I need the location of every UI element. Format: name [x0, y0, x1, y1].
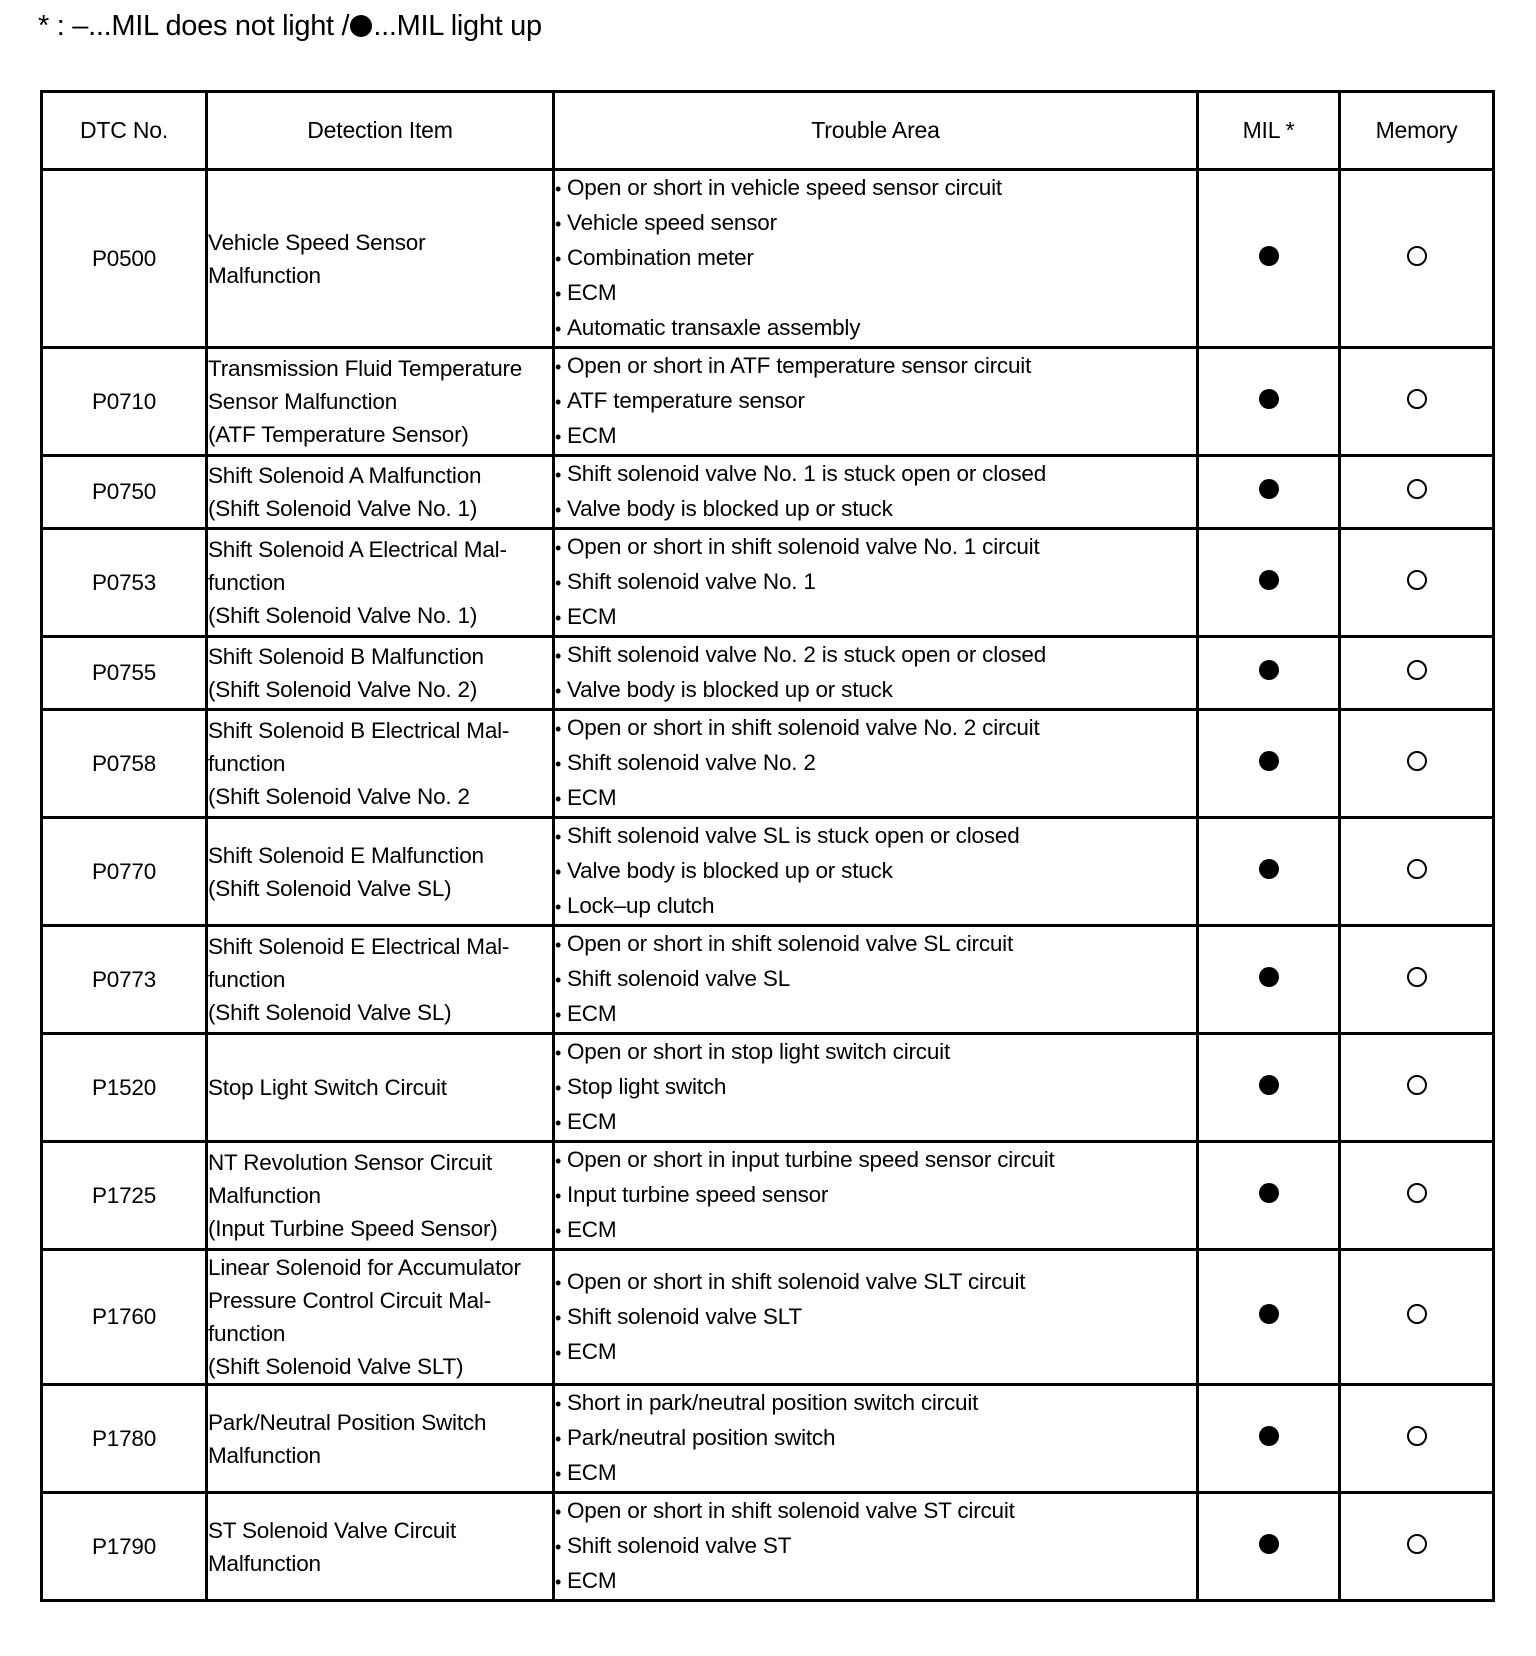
filled-circle-icon [1259, 859, 1279, 879]
detection-item-line: Shift Solenoid A Malfunction [208, 463, 482, 488]
filled-circle-icon [1259, 1304, 1279, 1324]
mil-cell [1198, 1250, 1340, 1385]
detection-item [207, 529, 554, 637]
detection-item [207, 1385, 554, 1493]
detection-item-line: Vehicle Speed Sensor [208, 229, 426, 255]
mil-cell [1198, 1493, 1340, 1601]
detection-item-line: Shift Solenoid E Electrical Mal- [208, 934, 510, 959]
table-row [42, 348, 1494, 456]
trouble-area-item [555, 311, 1196, 346]
open-circle-icon [1407, 570, 1427, 590]
trouble-area-text: Shift solenoid valve ST [567, 1533, 792, 1558]
open-circle-icon [1407, 1075, 1427, 1095]
trouble-area-item [555, 565, 1196, 600]
trouble-area-text: Vehicle speed sensor [567, 210, 777, 235]
memory-cell [1340, 170, 1494, 348]
trouble-area-text: Automatic transaxle assembly [567, 315, 861, 340]
trouble-area-item [555, 927, 1196, 962]
filled-circle-icon [1259, 751, 1279, 771]
trouble-area-text: Shift solenoid valve SLT [567, 1303, 802, 1329]
open-circle-icon [1407, 1426, 1427, 1446]
memory-cell [1340, 456, 1494, 529]
trouble-area [554, 456, 1198, 529]
trouble-area-text: Shift solenoid valve No. 2 is stuck open or closed [567, 642, 1047, 667]
table-row [42, 1034, 1494, 1142]
detection-item-line: Sensor Malfunction [208, 389, 398, 414]
trouble-area-text: Valve body is blocked up or stuck [567, 858, 893, 883]
legend-prefix: * : –...MIL does not light / [38, 10, 350, 42]
detection-item-line: function [208, 751, 286, 776]
detection-item-line: Malfunction [208, 262, 321, 288]
table-row [42, 1142, 1494, 1250]
memory-cell [1340, 1250, 1494, 1385]
trouble-area [554, 529, 1198, 637]
trouble-area-item [555, 1213, 1196, 1248]
table-row [42, 529, 1494, 637]
trouble-area-text: Shift solenoid valve No. 1 is stuck open or closed [567, 461, 1047, 486]
mil-cell [1198, 529, 1340, 637]
detection-item-line: Stop Light Switch Circuit [208, 1075, 447, 1100]
trouble-area-item [555, 1070, 1196, 1105]
dtc-code: P0755 [42, 637, 207, 710]
trouble-area-item [555, 1335, 1196, 1370]
detection-item [207, 170, 554, 348]
trouble-area-item [555, 457, 1196, 492]
dtc-code: P1790 [42, 1493, 207, 1601]
header-trouble-area: Trouble Area [554, 92, 1198, 170]
filled-circle-icon [1259, 967, 1279, 987]
table-row [42, 926, 1494, 1034]
memory-cell [1340, 710, 1494, 818]
trouble-area-text: Input turbine speed sensor [567, 1182, 829, 1207]
detection-item [207, 1142, 554, 1250]
trouble-area [554, 710, 1198, 818]
memory-cell [1340, 1142, 1494, 1250]
trouble-area-item [555, 746, 1196, 781]
trouble-area-item [555, 492, 1196, 527]
detection-item-line: (Shift Solenoid Valve SLT) [208, 1354, 464, 1379]
table-row [42, 818, 1494, 926]
trouble-area-item [555, 276, 1196, 311]
open-circle-icon [1407, 1534, 1427, 1554]
open-circle-icon [1407, 859, 1427, 879]
detection-item-line: Pressure Control Circuit Mal- [208, 1288, 492, 1313]
trouble-area-item [555, 711, 1196, 746]
trouble-area [554, 818, 1198, 926]
detection-item-line: (Shift Solenoid Valve No. 1) [208, 496, 478, 521]
open-circle-icon [1407, 389, 1427, 409]
mil-cell [1198, 818, 1340, 926]
detection-item [207, 1034, 554, 1142]
table-row [42, 456, 1494, 529]
trouble-area-text: Open or short in vehicle speed sensor circuit [567, 175, 1002, 200]
trouble-area-item [555, 241, 1196, 276]
filled-circle-icon [1259, 246, 1279, 266]
trouble-area-text: ECM [567, 1109, 617, 1134]
trouble-area [554, 1250, 1198, 1385]
trouble-area-text: ECM [567, 604, 617, 629]
mil-cell [1198, 1385, 1340, 1493]
trouble-area-item [555, 889, 1196, 924]
dtc-code: P0750 [42, 456, 207, 529]
trouble-area-item [555, 1386, 1196, 1421]
trouble-area-item [555, 171, 1196, 206]
detection-item-line: (Shift Solenoid Valve No. 2) [208, 677, 478, 702]
open-circle-icon [1407, 751, 1427, 771]
trouble-area-text: Park/neutral position switch [567, 1425, 836, 1450]
filled-circle-icon [1259, 1183, 1279, 1203]
dtc-code: P1780 [42, 1385, 207, 1493]
trouble-area-text: ATF temperature sensor [567, 388, 805, 413]
table-row [42, 710, 1494, 818]
detection-item [207, 637, 554, 710]
detection-item-line: Shift Solenoid E Malfunction [208, 842, 484, 868]
detection-item-line: (ATF Temperature Sensor) [208, 422, 469, 447]
trouble-area-item [555, 1456, 1196, 1491]
trouble-area-item [555, 673, 1196, 708]
detection-item-line: (Input Turbine Speed Sensor) [208, 1216, 498, 1241]
trouble-area [554, 1493, 1198, 1601]
dtc-table [40, 90, 1495, 1602]
trouble-area-item [555, 962, 1196, 997]
header-dtc-no: DTC No. [42, 92, 207, 170]
detection-item-line: Linear Solenoid for Accumulator [208, 1255, 521, 1280]
filled-circle-icon [1259, 1426, 1279, 1446]
detection-item-line: Shift Solenoid A Electrical Mal- [208, 537, 507, 562]
trouble-area-text: Open or short in input turbine speed sensor circuit [567, 1147, 1055, 1172]
trouble-area-text: Open or short in ATF temperature sensor circuit [567, 353, 1032, 378]
trouble-area [554, 170, 1198, 348]
trouble-area-item [555, 819, 1196, 854]
detection-item [207, 818, 554, 926]
detection-item [207, 1250, 554, 1385]
memory-cell [1340, 1493, 1494, 1601]
dtc-code: P0773 [42, 926, 207, 1034]
trouble-area-text: Open or short in shift solenoid valve No. 2 circuit [567, 715, 1040, 740]
trouble-area-text: Open or short in shift solenoid valve SL circuit [567, 931, 1014, 956]
trouble-area-text: Valve body is blocked up or stuck [567, 496, 893, 521]
trouble-area-item [555, 1494, 1196, 1529]
detection-item-line: Transmission Fluid Temperature [208, 356, 523, 381]
trouble-area-text: Stop light switch [567, 1074, 727, 1099]
open-circle-icon [1407, 1183, 1427, 1203]
detection-item-line: Shift Solenoid B Malfunction [208, 644, 484, 669]
trouble-area-text: ECM [567, 423, 617, 448]
table-row [42, 1493, 1494, 1601]
memory-cell [1340, 637, 1494, 710]
memory-cell [1340, 1385, 1494, 1493]
mil-cell [1198, 926, 1340, 1034]
detection-item-line: NT Revolution Sensor Circuit [208, 1150, 493, 1175]
detection-item [207, 926, 554, 1034]
detection-item [207, 710, 554, 818]
filled-circle-icon [1259, 570, 1279, 590]
trouble-area [554, 926, 1198, 1034]
dtc-code: P1520 [42, 1034, 207, 1142]
trouble-area-item [555, 781, 1196, 816]
filled-circle-icon [1259, 389, 1279, 409]
trouble-area-item [555, 600, 1196, 635]
filled-circle-icon [1259, 1075, 1279, 1095]
legend-suffix: ...MIL light up [373, 10, 542, 42]
open-circle-icon [1407, 967, 1427, 987]
mil-cell [1198, 1034, 1340, 1142]
trouble-area-text: Shift solenoid valve SL is stuck open or closed [567, 823, 1020, 848]
memory-cell [1340, 348, 1494, 456]
trouble-area-text: Shift solenoid valve No. 1 [567, 569, 816, 594]
trouble-area-item [555, 1105, 1196, 1140]
open-circle-icon [1407, 479, 1427, 499]
dtc-code: P0710 [42, 348, 207, 456]
trouble-area-item [555, 1300, 1196, 1335]
trouble-area-item [555, 638, 1196, 673]
memory-cell [1340, 529, 1494, 637]
detection-item [207, 1493, 554, 1601]
trouble-area-text: ECM [567, 280, 617, 305]
trouble-area-text: ECM [567, 1338, 617, 1364]
filled-circle-icon [1259, 660, 1279, 680]
memory-cell [1340, 818, 1494, 926]
detection-item-line: Park/Neutral Position Switch [208, 1409, 487, 1435]
trouble-area-text: ECM [567, 785, 617, 810]
detection-item-line: function [208, 1321, 286, 1346]
trouble-area-text: Open or short in shift solenoid valve No. 1 circuit [567, 534, 1040, 559]
trouble-area-item [555, 530, 1196, 565]
trouble-area-item [555, 1143, 1196, 1178]
table-row [42, 637, 1494, 710]
detection-item-line: Malfunction [208, 1550, 321, 1576]
trouble-area-item [555, 419, 1196, 454]
trouble-area-text: Lock–up clutch [567, 893, 715, 918]
table-row [42, 170, 1494, 348]
trouble-area-item [555, 1178, 1196, 1213]
mil-cell [1198, 1142, 1340, 1250]
trouble-area [554, 637, 1198, 710]
detection-item-line: Malfunction [208, 1442, 321, 1468]
trouble-area-item [555, 349, 1196, 384]
dtc-code: P0770 [42, 818, 207, 926]
detection-item [207, 456, 554, 529]
mil-cell [1198, 348, 1340, 456]
dtc-code: P1725 [42, 1142, 207, 1250]
detection-item-line: Malfunction [208, 1183, 321, 1208]
header-mil: MIL * [1198, 92, 1340, 170]
trouble-area-item [555, 1564, 1196, 1599]
mil-cell [1198, 710, 1340, 818]
mil-cell [1198, 637, 1340, 710]
detection-item-line: (Shift Solenoid Valve SL) [208, 1000, 452, 1025]
header-memory: Memory [1340, 92, 1494, 170]
trouble-area [554, 1034, 1198, 1142]
mil-cell [1198, 170, 1340, 348]
table-body [42, 170, 1494, 1601]
detection-item [207, 348, 554, 456]
table-row [42, 1250, 1494, 1385]
trouble-area-text: ECM [567, 1001, 617, 1026]
trouble-area-text: Shift solenoid valve No. 2 [567, 750, 816, 775]
trouble-area-text: Open or short in stop light switch circuit [567, 1039, 951, 1064]
detection-item-line: function [208, 570, 286, 595]
dtc-code: P0753 [42, 529, 207, 637]
trouble-area [554, 348, 1198, 456]
trouble-area [554, 1142, 1198, 1250]
table-row [42, 1385, 1494, 1493]
trouble-area-text: Open or short in shift solenoid valve ST circuit [567, 1498, 1015, 1523]
trouble-area-text: Short in park/neutral position switch circuit [567, 1390, 979, 1415]
memory-cell [1340, 1034, 1494, 1142]
trouble-area-text: ECM [567, 1568, 617, 1593]
dtc-code: P1760 [42, 1250, 207, 1385]
detection-item-line: ST Solenoid Valve Circuit [208, 1517, 457, 1543]
trouble-area-item [555, 1265, 1196, 1300]
trouble-area-item [555, 384, 1196, 419]
filled-circle-icon [1259, 479, 1279, 499]
trouble-area-text: Open or short in shift solenoid valve SLT circuit [567, 1268, 1026, 1294]
trouble-area-item [555, 1529, 1196, 1564]
trouble-area-text: Valve body is blocked up or stuck [567, 677, 893, 702]
mil-cell [1198, 456, 1340, 529]
trouble-area-item [555, 1421, 1196, 1456]
filled-circle-icon [1259, 1534, 1279, 1554]
detection-item-line: function [208, 967, 286, 992]
header-detection-item: Detection Item [207, 92, 554, 170]
open-circle-icon [1407, 246, 1427, 266]
open-circle-icon [1407, 660, 1427, 680]
trouble-area-text: Shift solenoid valve SL [567, 966, 791, 991]
memory-cell [1340, 926, 1494, 1034]
legend-note [38, 6, 542, 46]
detection-item-line: (Shift Solenoid Valve SL) [208, 875, 452, 901]
filled-circle-icon [350, 15, 372, 37]
table-header-row [42, 92, 1494, 170]
detection-item-line: (Shift Solenoid Valve No. 2 [208, 784, 470, 809]
detection-item-line: (Shift Solenoid Valve No. 1) [208, 603, 478, 628]
trouble-area-text: ECM [567, 1217, 617, 1242]
dtc-code: P0758 [42, 710, 207, 818]
trouble-area-item [555, 206, 1196, 241]
trouble-area-text: ECM [567, 1460, 617, 1485]
trouble-area-item [555, 997, 1196, 1032]
trouble-area [554, 1385, 1198, 1493]
trouble-area-text: Combination meter [567, 245, 754, 270]
trouble-area-item [555, 1035, 1196, 1070]
trouble-area-item [555, 854, 1196, 889]
dtc-code: P0500 [42, 170, 207, 348]
open-circle-icon [1407, 1304, 1427, 1324]
detection-item-line: Shift Solenoid B Electrical Mal- [208, 718, 510, 743]
